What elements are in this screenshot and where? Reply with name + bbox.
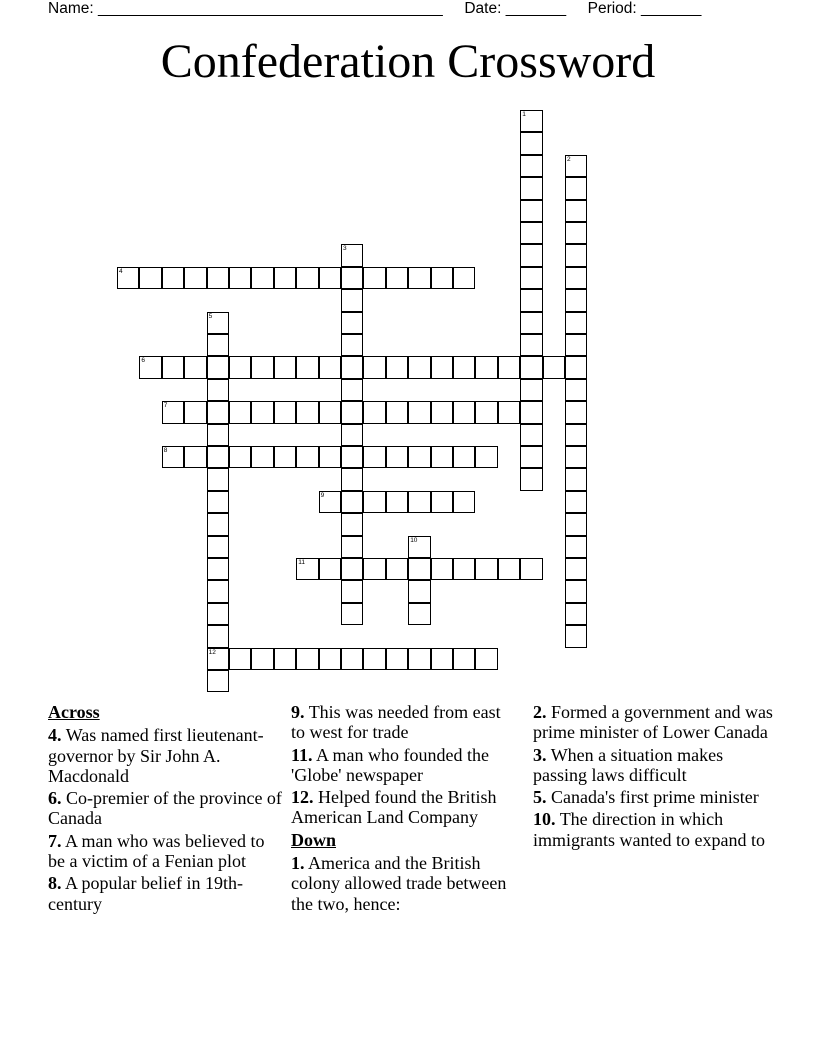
crossword-cell[interactable] [520,379,542,401]
crossword-cell[interactable] [341,536,363,558]
clue-across-11 [291,745,517,786]
crossword-cell[interactable] [207,558,229,580]
clues-column-2 [291,702,517,916]
clue-down-10 [533,809,773,850]
crossword-cell[interactable] [296,446,318,468]
crossword-cell[interactable] [520,110,542,132]
crossword-cell[interactable] [319,267,341,289]
crossword-cell[interactable] [565,356,587,378]
clue-text: A man who was believed to be a victim of a Fenian plot [48,830,265,872]
crossword-cell[interactable] [520,334,542,356]
crossword-cell[interactable] [274,267,296,289]
crossword-cell[interactable] [408,603,430,625]
date-blank[interactable]: _______ [505,0,567,17]
crossword-cell[interactable] [431,558,453,580]
clues-column-1 [48,702,283,916]
clue-across-8 [48,873,283,914]
clue-number: 5. [533,787,547,808]
crossword-cell[interactable] [341,267,363,289]
crossword-cell[interactable] [274,401,296,423]
clue-number-label: 1 [522,111,526,118]
crossword-cell[interactable] [207,267,229,289]
clue-number-label: 2 [567,155,571,163]
crossword-cell[interactable] [408,558,430,580]
crossword-cell[interactable] [520,132,542,154]
crossword-cell[interactable] [251,401,273,423]
crossword-cell[interactable] [207,670,229,692]
crossword-cell[interactable] [386,401,408,423]
crossword-cell[interactable] [229,267,251,289]
crossword-cell[interactable] [565,424,587,446]
crossword-cell[interactable] [274,446,296,468]
crossword-cell[interactable] [565,289,587,311]
date-label: Date: [464,0,502,17]
crossword-cell[interactable] [408,491,430,513]
clues-column-3 [533,702,773,852]
clue-text: The direction in which immigrants wanted to expand to [533,809,765,850]
crossword-cell[interactable] [296,648,318,670]
crossword-cell[interactable] [408,446,430,468]
clue-text: When a situation makes passing laws difficult [533,744,724,785]
crossword-cell[interactable] [363,491,385,513]
crossword-cell[interactable] [565,468,587,490]
crossword-cell[interactable] [207,513,229,535]
crossword-cell[interactable] [565,536,587,558]
clue-text: Helped found the British American Land Company [291,787,497,828]
crossword-cell[interactable] [431,267,453,289]
crossword-cell[interactable] [319,446,341,468]
clue-text: Canada's first prime minister [551,787,759,808]
crossword-cell[interactable] [363,401,385,423]
crossword-cell[interactable] [341,379,363,401]
crossword-cell[interactable] [341,648,363,670]
crossword-cell[interactable] [162,356,184,378]
crossword-cell[interactable] [453,491,475,513]
crossword-cell[interactable] [229,446,251,468]
crossword-cell[interactable] [453,267,475,289]
crossword-cell[interactable] [184,401,206,423]
period-label: Period: [587,0,637,17]
clue-number: 6. [48,788,62,809]
crossword-cell[interactable] [386,648,408,670]
crossword-cell[interactable] [386,446,408,468]
crossword-cell[interactable] [341,289,363,311]
clue-number: 2. [533,702,547,722]
clue-number-label: 5 [208,312,213,320]
crossword-cell[interactable] [251,446,273,468]
crossword-cell[interactable] [498,558,520,580]
clue-text: Co-premier of the province of Canada [48,788,282,829]
crossword-cell[interactable] [251,356,273,378]
crossword-cell[interactable] [341,424,363,446]
crossword-cell[interactable] [341,513,363,535]
crossword-cell[interactable] [341,603,363,625]
crossword-cell[interactable] [319,491,341,513]
clue-down-5 [533,787,773,807]
clue-across-12 [291,787,517,828]
crossword-cell[interactable] [475,648,497,670]
crossword-cell[interactable] [475,446,497,468]
crossword-cell[interactable] [520,401,542,423]
crossword-cell[interactable] [431,401,453,423]
clue-number: 4. [48,725,62,746]
clue-across-6 [48,788,283,829]
crossword-cell[interactable] [520,267,542,289]
crossword-cell[interactable] [363,558,385,580]
crossword-cell[interactable] [296,356,318,378]
crossword-cell[interactable] [386,491,408,513]
crossword-cell[interactable] [520,558,542,580]
crossword-cell[interactable] [386,558,408,580]
crossword-cell[interactable] [251,267,273,289]
crossword-cell[interactable] [408,536,430,558]
clue-text: This was needed from east to west for trade [291,702,501,743]
crossword-cell[interactable] [565,244,587,266]
clue-number-label: 10 [410,536,418,544]
crossword-cell[interactable] [520,356,542,378]
crossword-cell[interactable] [431,491,453,513]
crossword-cell[interactable] [386,267,408,289]
crossword-cell[interactable] [408,267,430,289]
crossword-cell[interactable] [117,267,139,289]
clue-number-label: 3 [343,245,347,253]
crossword-cell[interactable] [565,491,587,513]
clue-across-4 [48,725,283,786]
clue-number: 9. [291,702,305,722]
crossword-cell[interactable] [207,625,229,647]
clue-text: America and the British colony allowed trade between the two, hence: [291,853,507,914]
crossword-cell[interactable] [565,312,587,334]
clue-number: 3. [533,744,547,765]
crossword-cell[interactable] [207,603,229,625]
crossword-cell[interactable] [565,401,587,423]
crossword-cell[interactable] [543,356,565,378]
crossword-cell[interactable] [207,401,229,423]
crossword-cell[interactable] [341,491,363,513]
crossword-cell[interactable] [229,356,251,378]
crossword-cell[interactable] [453,401,475,423]
clue-number-label: 8 [163,447,168,454]
clue-number-label: 4 [119,267,123,275]
crossword-cell[interactable] [341,334,363,356]
clue-down-1 [291,853,517,914]
crossword-cell[interactable] [296,267,318,289]
crossword-cell[interactable] [319,356,341,378]
crossword-cell[interactable] [207,648,229,670]
crossword-cell[interactable] [341,580,363,602]
crossword-cell[interactable] [565,625,587,647]
crossword-cell[interactable] [431,446,453,468]
crossword-cell[interactable] [475,401,497,423]
clue-number: 8. [48,873,62,894]
crossword-cell[interactable] [565,200,587,222]
crossword-cell[interactable] [162,267,184,289]
crossword-cell[interactable] [520,289,542,311]
crossword-cell[interactable] [162,401,184,423]
crossword-cell[interactable] [207,379,229,401]
crossword-cell[interactable] [453,446,475,468]
crossword-cell[interactable] [520,155,542,177]
crossword-cell[interactable] [251,648,273,670]
crossword-cell[interactable] [565,334,587,356]
crossword-cell[interactable] [408,648,430,670]
crossword-cell[interactable] [431,356,453,378]
page-title: Confederation Crossword [160,35,656,88]
crossword-cell[interactable] [319,648,341,670]
crossword-cell[interactable] [207,356,229,378]
crossword-cell[interactable] [520,424,542,446]
clue-number-label: 11 [298,559,305,566]
crossword-cell[interactable] [341,468,363,490]
clue-number: 12. [291,787,314,808]
crossword-cell[interactable] [341,356,363,378]
crossword-cell[interactable] [498,401,520,423]
crossword-cell[interactable] [453,558,475,580]
crossword-cell[interactable] [565,222,587,244]
crossword-cell[interactable] [207,491,229,513]
clue-number-label: 9 [320,491,325,499]
crossword-cell[interactable] [565,177,587,199]
crossword-cell[interactable] [408,401,430,423]
crossword-cell[interactable] [184,267,206,289]
clue-number: 11. [291,744,313,765]
crossword-cell[interactable] [520,468,542,490]
clue-text: A man who founded the 'Globe' newspaper [291,744,489,785]
crossword-cell[interactable] [565,155,587,177]
crossword-cell[interactable] [363,356,385,378]
crossword-cell[interactable] [207,536,229,558]
crossword-cell[interactable] [296,558,318,580]
crossword-cell[interactable] [453,356,475,378]
crossword-cell[interactable] [475,356,497,378]
crossword-cell[interactable] [565,580,587,602]
crossword-cell[interactable] [162,446,184,468]
crossword-cell[interactable] [520,446,542,468]
crossword-cell[interactable] [207,580,229,602]
name-blank[interactable]: ________________________________________ [97,0,443,17]
period-blank[interactable]: _______ [641,0,702,17]
crossword-cell[interactable] [520,200,542,222]
clue-down-3 [533,745,773,786]
crossword-cell[interactable] [341,244,363,266]
crossword-cell[interactable] [363,267,385,289]
crossword-cell[interactable] [296,401,318,423]
crossword-cell[interactable] [139,356,161,378]
crossword-cell[interactable] [565,267,587,289]
crossword-cell[interactable] [363,446,385,468]
crossword-cell[interactable] [498,356,520,378]
crossword-cell[interactable] [520,177,542,199]
crossword-cell[interactable] [520,312,542,334]
crossword-cell[interactable] [386,356,408,378]
down-heading: Down [291,829,337,850]
crossword-cell[interactable] [363,648,385,670]
crossword-cell[interactable] [475,558,497,580]
clue-number-label: 6 [141,357,146,365]
crossword-cell[interactable] [184,446,206,468]
across-heading: Across [48,702,100,722]
crossword-cell[interactable] [565,558,587,580]
crossword-cell[interactable] [319,401,341,423]
crossword-cell[interactable] [341,312,363,334]
crossword-cell[interactable] [565,446,587,468]
crossword-cell[interactable] [431,648,453,670]
clue-number-label: 12 [208,648,216,656]
crossword-cell[interactable] [408,580,430,602]
crossword-cell[interactable] [341,446,363,468]
crossword-cell[interactable] [319,558,341,580]
crossword-cell[interactable] [229,648,251,670]
crossword-cell[interactable] [229,401,251,423]
crossword-cell[interactable] [565,513,587,535]
clue-number: 1. [291,853,305,874]
crossword-cell[interactable] [565,603,587,625]
clue-text: Formed a government and was prime minister of Lower Canada [533,702,773,743]
name-label: Name: [48,0,94,17]
crossword-cell[interactable] [408,356,430,378]
clue-number: 10. [533,809,556,830]
clue-number-label: 7 [163,402,168,410]
clue-across-7 [48,831,283,872]
clue-across-9 [291,702,517,743]
crossword-cell[interactable] [207,334,229,356]
crossword-cell[interactable] [453,648,475,670]
crossword-cell[interactable] [520,222,542,244]
crossword-cell[interactable] [274,356,296,378]
clue-number: 7. [48,830,62,851]
crossword-cell[interactable] [184,356,206,378]
crossword-cell[interactable] [207,312,229,334]
crossword-cell[interactable] [207,468,229,490]
crossword-cell[interactable] [139,267,161,289]
crossword-cell[interactable] [565,379,587,401]
crossword-cell[interactable] [341,401,363,423]
crossword-cell[interactable] [274,648,296,670]
clue-text: A popular belief in 19th- century [48,873,243,914]
crossword-cell[interactable] [207,424,229,446]
crossword-cell[interactable] [520,244,542,266]
crossword-cell[interactable] [341,558,363,580]
clue-text: Was named first lieutenant-governor by Sir John A. Macdonald [48,725,264,786]
crossword-cell[interactable] [207,446,229,468]
clue-down-2 [533,702,773,743]
